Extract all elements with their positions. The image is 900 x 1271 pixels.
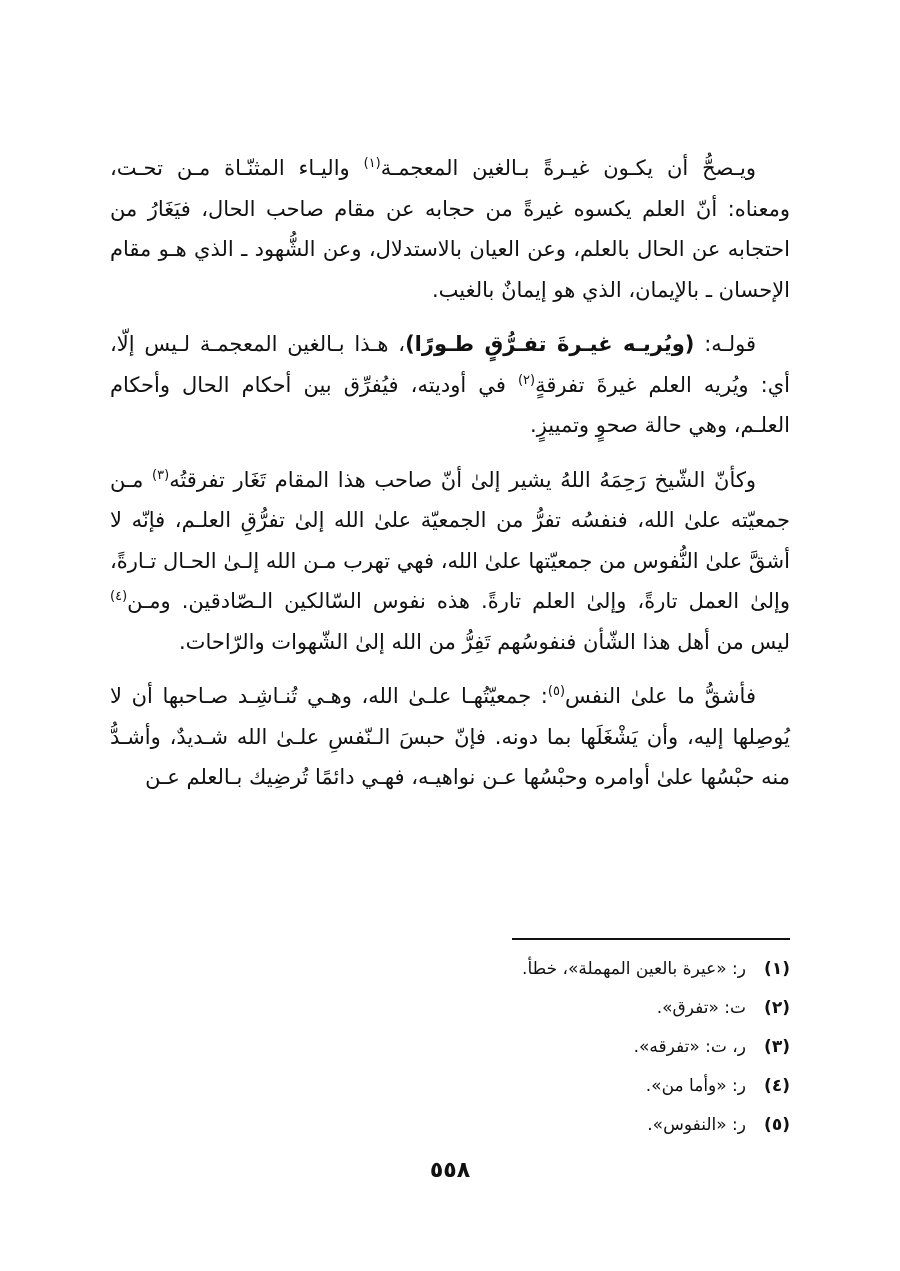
- footnote-ref-5: (٥): [547, 684, 566, 699]
- footnote-text: ر: «النفوس».: [647, 1115, 746, 1135]
- paragraph-4: [110, 676, 790, 798]
- paragraph-2-text-a: ، هـذا بـالغين المعجمـة لـيس إلّا، أي: ويُريه العلم غيرةَ تفرقةٍ: [110, 332, 790, 397]
- footnote-text: ر: «عيرة بالعين المهملة»، خطأ.: [522, 959, 746, 979]
- footnote-number: (١): [764, 959, 790, 979]
- footnote-number: (٥): [764, 1115, 790, 1135]
- footnote-2: [300, 989, 790, 1028]
- footnote-3: [300, 1028, 790, 1067]
- footnote-4: [300, 1067, 790, 1106]
- paragraph-1-text-b: واليـاء المثنّـاة مـن تحـت، ومعناه: أنّ العلم يكسوه غيرةً من حجابه عن مقام صاحب الحال، فيَغَارُ من احتجابه عن الحال بالعلم، وعن العيان بالاستدلال، وعن الشُّهود ـ الذي هـو مقام الإحسان ـ بالإيمان، الذي هو إيمانٌ بالغيب.: [110, 156, 790, 302]
- main-text: [110, 148, 790, 812]
- footnotes: [300, 950, 790, 1145]
- paragraph-2-quote: (ويُريـه غيـرةَ تفـرُّقٍ طـورًا): [405, 332, 695, 356]
- footnote-text: ت: «تفرق».: [656, 998, 746, 1018]
- footnote-1: [300, 950, 790, 989]
- footnote-text: ر، ت: «تفرقه».: [633, 1037, 746, 1057]
- paragraph-3-text-c: ليس من أهل هذا الشّأن فنفوسُهم تَفِرُّ من الله إلىٰ الشّهوات والرّاحات.: [179, 629, 790, 654]
- paragraph-3-text-a: وكأنّ الشّيخ رَحِمَهُ اللهُ يشير إلىٰ أنّ صاحب هذا المقام تَغَار تفرقتُه: [169, 467, 757, 492]
- paragraph-3: [110, 460, 790, 663]
- footnote-ref-2: (٢): [517, 372, 536, 388]
- paragraph-1-text-a: ويـصحُّ أن يكـون غيـرةً بـالغين المعجمـة: [380, 156, 756, 180]
- footnote-5: [300, 1106, 790, 1145]
- footnote-text: ر: «وأما من».: [645, 1076, 746, 1096]
- paragraph-1: [110, 148, 790, 310]
- footnote-separator: [512, 938, 790, 940]
- paragraph-4-text-a: فأشقُّ ما علىٰ النفس: [565, 684, 756, 708]
- footnote-number: (٤): [764, 1076, 790, 1096]
- page-number: ٥٥٨: [429, 1158, 471, 1183]
- paragraph-2: [110, 324, 790, 446]
- footnote-number: (٣): [764, 1037, 790, 1057]
- footnote-ref-3: (٣): [152, 467, 170, 483]
- paragraph-3-text-b: مـن جمعيّته علىٰ الله، فنفسُه تفرُّ من الجمعيّة علىٰ الله إلىٰ تفرُّقِ العلـم، فإنّه لا أشقَّ علىٰ النُّفوس من جمعيّتها علىٰ الله، فهي تهرب مـن الله إلـىٰ الحـال تـارةً، وإلىٰ العمل تارةً، وإلىٰ العلم تارةً. هذه نفوس السّالكين الـصّادقين. ومـن: [110, 467, 790, 613]
- paragraph-4-text-b: : جمعيّتُهـا علـىٰ الله، وهـي تُنـاشِـد صـاحبها أن لا يُوصِلها إليه، وأن يَشْغَلَها بما دونه. فإنّ حبسَ الـنّفسِ علـىٰ الله شـديدٌ، وأشـدُّ منه حبْسُها علىٰ أوامره وحبْسُها عـن نواهيـه، فهـي دائمًا تُرضِيك بـالعلم عـن: [110, 684, 790, 789]
- paragraph-2-lead: قولـه:: [694, 332, 756, 356]
- paragraph-2-text-b: في أوديته، فيُفرِّق بين أحكام الحال وأحكام العلـم، وهي حالة صحوٍ وتمييزٍ.: [110, 372, 790, 437]
- footnote-number: (٢): [764, 998, 790, 1018]
- footnote-ref-4: (٤): [110, 589, 128, 604]
- footnote-ref-1: (١): [363, 156, 381, 171]
